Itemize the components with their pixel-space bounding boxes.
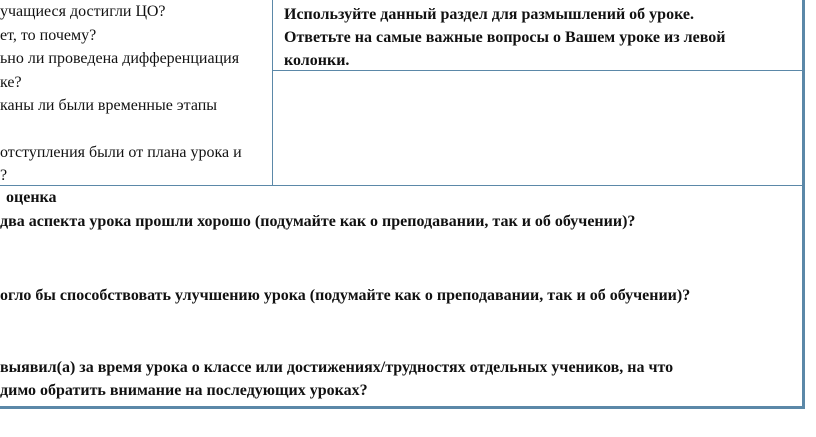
row-divider — [0, 185, 803, 186]
left-question-line: учащиеся достигли ЦО? — [0, 3, 166, 20]
question-learned-line2: димо обратить внимание на последующих уроках? — [0, 382, 368, 399]
left-question-line: каны ли были временные этапы — [0, 97, 218, 114]
left-question-line: ке? — [0, 74, 22, 91]
left-question-line: ьно ли проведена дифференциация — [0, 50, 240, 67]
section-heading: оценка — [6, 189, 57, 206]
right-instruction-line: Ответьте на самые важные вопросы о Вашем уроке из левой — [284, 29, 726, 46]
right-instruction-line: колонки. — [284, 52, 350, 69]
question-improvement: огло бы способствовать улучшению урока (подумайте как о преподавании, так и об обучении)? — [0, 287, 691, 304]
left-question-line: ет, то почему? — [0, 27, 97, 44]
left-question-line: ? — [0, 167, 8, 184]
column-divider — [272, 0, 273, 186]
left-question-line: отступления были от плана урока и — [0, 144, 242, 161]
right-instruction-line: Используйте данный раздел для размышлений об уроке. — [284, 6, 694, 23]
right-cell-divider — [273, 70, 803, 71]
question-learned-line1: выявил(а) за время урока о классе или достижениях/трудностях отдельных учеников, на что — [0, 359, 674, 376]
question-good-aspects: два аспекта урока прошли хорошо (подумайте как о преподавании, так и об обучении)? — [0, 213, 636, 230]
